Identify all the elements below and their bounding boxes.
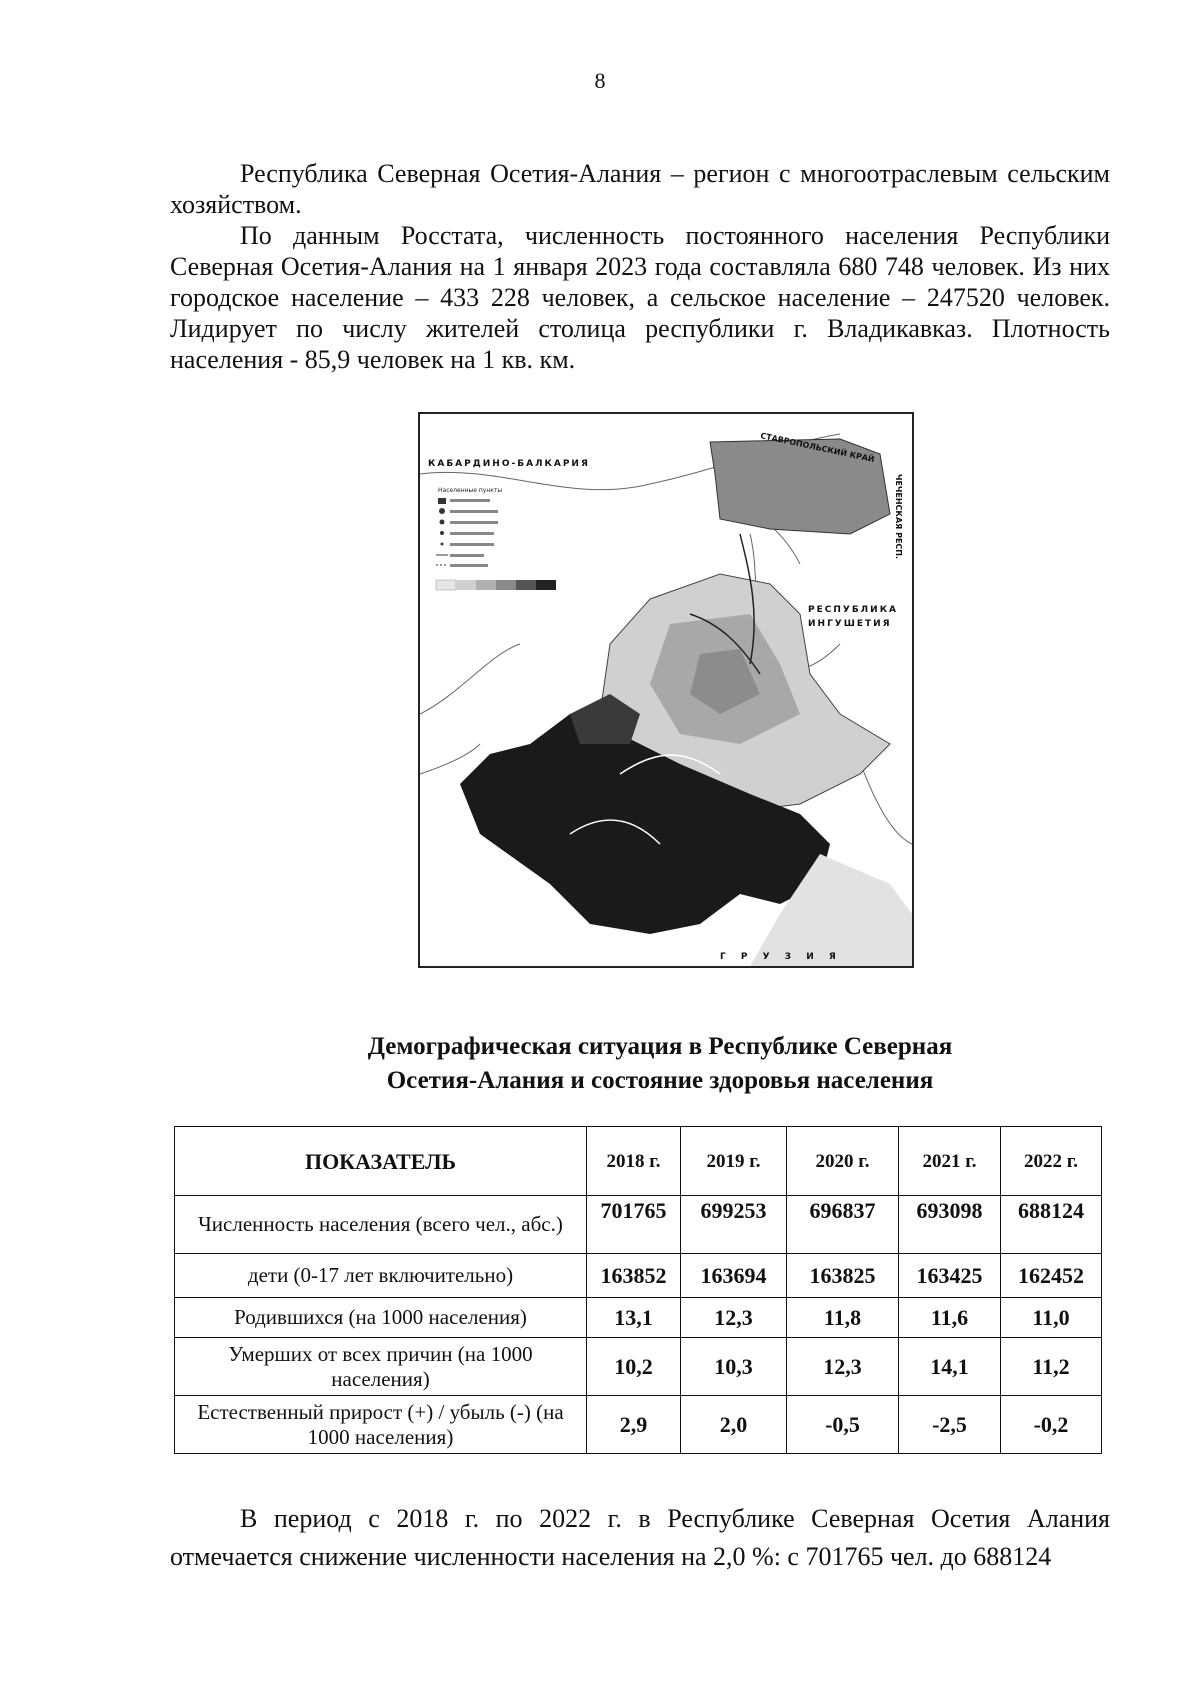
cell-value: 2,0 (681, 1396, 787, 1454)
header-year: 2022 г. (1001, 1127, 1102, 1196)
table-row (175, 1396, 1102, 1454)
cell-value: 163425 (899, 1254, 1001, 1298)
cell-value: 11,8 (787, 1298, 899, 1338)
table-header-row (175, 1127, 1102, 1196)
header-year: 2021 г. (899, 1127, 1001, 1196)
cell-value: 701765 (587, 1196, 681, 1254)
cell-value: 163694 (681, 1254, 787, 1298)
cell-value: 696837 (787, 1196, 899, 1254)
label-kbr: КАБАРДИНО-БАЛКАРИЯ (428, 459, 590, 469)
cell-value: 10,3 (681, 1338, 787, 1396)
population-paragraph: По данным Росстата, численность постоянного населения Республики Северная Осетия-Алания на 1 января 2023 года составляла 680 748 человек. Из них городское население – 433 228 человек, а сельское население – 247520 человек. Лидирует по числу жителей столица республики г. Владикавказ. Плотность населения - 85,9 человек на 1 кв. км. (170, 221, 1110, 374)
region-map (418, 412, 914, 968)
row-label: Родившихся (на 1000 населения) (175, 1298, 587, 1338)
row-label: Численность населения (всего чел., абс.) (175, 1196, 587, 1254)
table-title (300, 1030, 1020, 1098)
row-label: Умерших от всех причин (на 1000 населения) (175, 1338, 587, 1396)
cell-value: 13,1 (587, 1298, 681, 1338)
cell-value: 10,2 (587, 1338, 681, 1396)
table-row (175, 1338, 1102, 1396)
cell-value: 14,1 (899, 1338, 1001, 1396)
label-ingushetia-line1: РЕСПУБЛИКА (808, 605, 899, 615)
cell-value: 11,0 (1001, 1298, 1102, 1338)
cell-value: 2,9 (587, 1396, 681, 1454)
cell-value: -2,5 (899, 1396, 1001, 1454)
row-label: Естественный прирост (+) / убыль (-) (на 1000 населения) (175, 1396, 587, 1454)
cell-value: 11,2 (1001, 1338, 1102, 1396)
cell-value: 163852 (587, 1254, 681, 1298)
header-year: 2019 г. (681, 1127, 787, 1196)
cell-value: 688124 (1001, 1196, 1102, 1254)
header-indicator: ПОКАЗАТЕЛЬ (175, 1127, 587, 1196)
label-stavropol: СТАВРОПОЛЬСКИЙ КРАЙ (759, 431, 876, 465)
cell-value: 163825 (787, 1254, 899, 1298)
cell-value: 693098 (899, 1196, 1001, 1254)
cell-value: 162452 (1001, 1254, 1102, 1298)
summary-paragraph: В период с 2018 г. по 2022 г. в Республике Северная Осетия Алания отмечается снижение численности населения на 2,0 %: с 701765 чел. до 688124 (170, 1504, 1110, 1571)
table-row (175, 1196, 1102, 1254)
cell-value: -0,5 (787, 1396, 899, 1454)
header-year: 2020 г. (787, 1127, 899, 1196)
table-title-line2: Осетия-Алания и состояние здоровья населения (386, 1067, 934, 1094)
map-legend-title: Населенные пункты (438, 487, 503, 494)
label-georgia: Г Р У З И Я (720, 952, 842, 962)
page-number: 8 (594, 68, 606, 93)
header-year: 2018 г. (587, 1127, 681, 1196)
table-row (175, 1254, 1102, 1298)
cell-value: 11,6 (899, 1298, 1001, 1338)
cell-value: 12,3 (681, 1298, 787, 1338)
table-title-line1: Демографическая ситуация в Республике Северная (367, 1033, 953, 1060)
region-map-graphic (420, 414, 912, 966)
demographics-table (174, 1126, 1102, 1454)
label-ingushetia-line2: ИНГУШЕТИЯ (808, 619, 892, 629)
table-row (175, 1298, 1102, 1338)
cell-value: -0,2 (1001, 1396, 1102, 1454)
cell-value: 12,3 (787, 1338, 899, 1396)
label-chechnya: ЧЕЧЕНСКАЯ РЕСП. (894, 474, 903, 560)
intro-paragraph: Республика Северная Осетия-Алания – регион с многоотраслевым сельским хозяйством. (170, 159, 1110, 219)
cell-value: 699253 (681, 1196, 787, 1254)
row-label: дети (0-17 лет включительно) (175, 1254, 587, 1298)
